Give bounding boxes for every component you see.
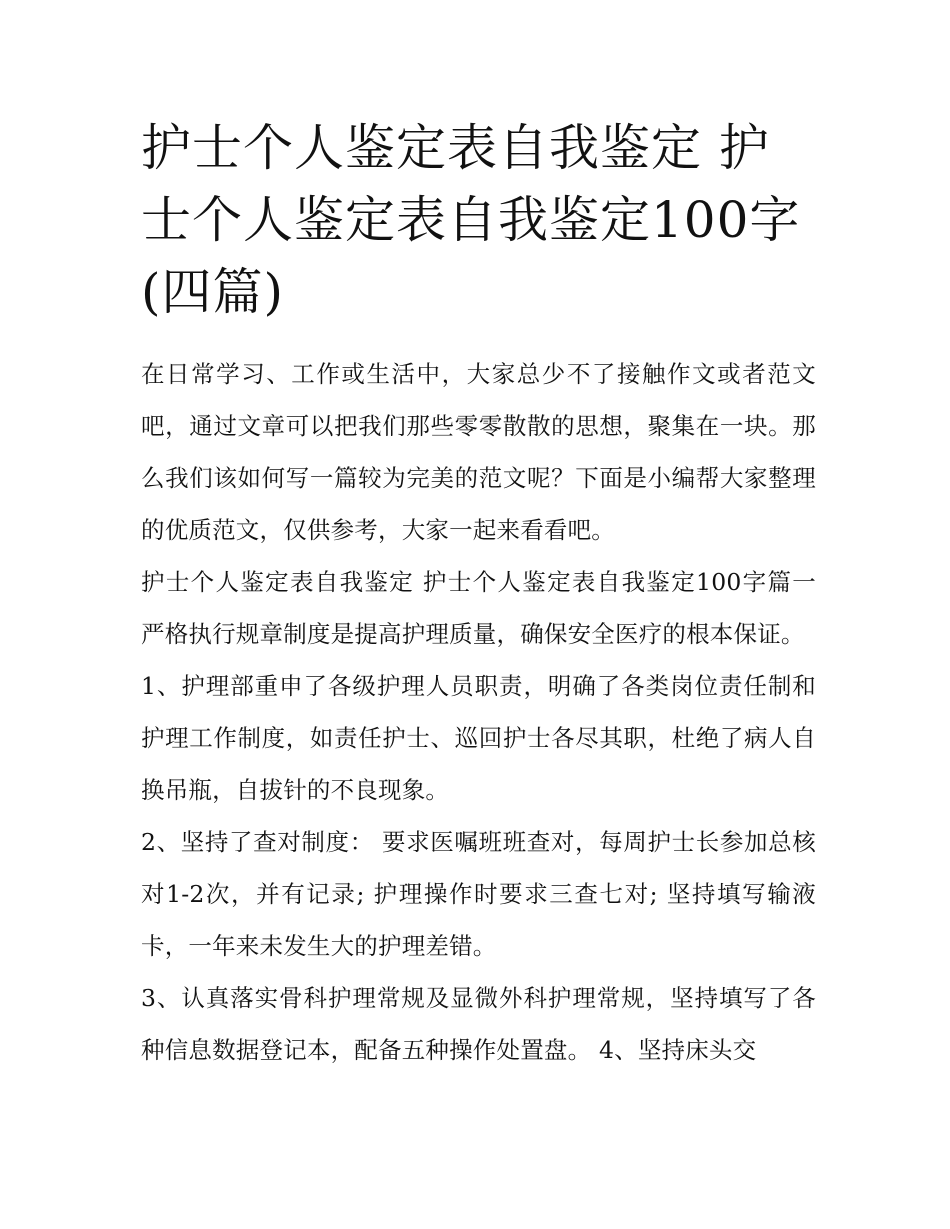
document-content xyxy=(141,112,816,1076)
document-body xyxy=(141,348,816,1076)
list-item-3: 3、认真落实骨科护理常规及显微外科护理常规，坚持填写了各种信息数据登记本，配备五种操作处置盘。 4、坚持床头交 xyxy=(141,984,816,1064)
document-title: 护士个人鉴定表自我鉴定 护士个人鉴定表自我鉴定100字(四篇) xyxy=(141,119,801,321)
list-item-2: 2、坚持了查对制度： 要求医嘱班班查对，每周护士长参加总核对1-2次，并有记录; 护理操作时要求三查七对; 坚持填写输液卡，一年来未发生大的护理差错。 xyxy=(141,828,816,960)
section-heading-paragraph: 护士个人鉴定表自我鉴定 护士个人鉴定表自我鉴定100字篇一 严格执行规章制度是提高护理质量，确保安全医疗的根本保证。 xyxy=(141,568,816,648)
list-item-1: 1、护理部重申了各级护理人员职责，明确了各类岗位责任制和护理工作制度，如责任护士、巡回护士各尽其职，杜绝了病人自换吊瓶，自拔针的不良现象。 xyxy=(141,672,816,804)
intro-paragraph: 在日常学习、工作或生活中，大家总少不了接触作文或者范文吧，通过文章可以把我们那些零零散散的思想，聚集在一块。那么我们该如何写一篇较为完美的范文呢？下面是小编帮大家整理的优质范文，仅供参考，大家一起来看看吧。 xyxy=(141,360,816,544)
